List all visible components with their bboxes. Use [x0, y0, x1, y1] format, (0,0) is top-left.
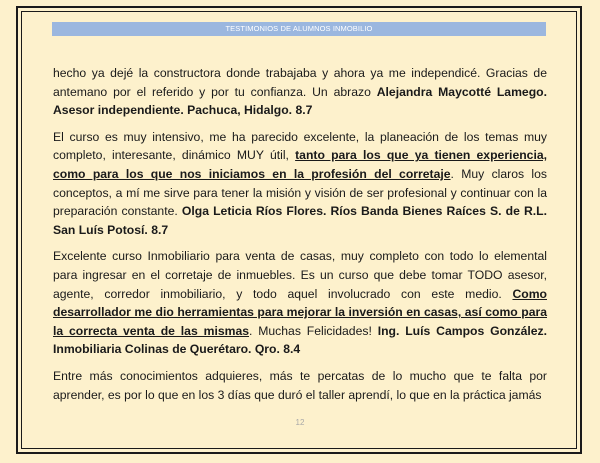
testimonial-highlight: tanto para los que ya tienen experiencia, como para los que nos iniciamos en la profesión del corretaje: [53, 148, 547, 181]
page-number: 12: [295, 418, 305, 427]
testimonial-paragraph: [53, 367, 547, 404]
testimonial-text: Excelente curso Inmobiliario para venta de casas, muy completo con todo lo elemental para ingresar en el corretaje de inmuebles. Es un curso que debe tomar TODO asesor, agente, corredor inmobiliario, y todo aquel involucrado con este medio.: [53, 249, 547, 301]
testimonial-text: . Muy claros los conceptos, a mí me sirve para tener la misión y visión de ser profesional y continuar con la preparación constante.: [53, 166, 547, 219]
testimonial-paragraph: [53, 247, 547, 359]
testimonials-body: [53, 64, 547, 412]
testimonial-author: Ing. Luís Campos González. Inmobiliaria Colinas de Querétaro. Qro. 8.4: [53, 323, 547, 357]
testimonial-author: Olga Leticia Ríos Flores. Ríos Banda Bienes Raíces S. de R.L. San Luís Potosí. 8.7: [53, 204, 548, 237]
page-header: TESTIMONIOS DE ALUMNOS INMOBILIO: [52, 22, 546, 36]
testimonial-text: hecho ya dejé la constructora donde trabajaba y ahora ya me independicé. Gracias de antemano por el referido y por tu confianza. Un abrazo: [53, 66, 547, 99]
testimonial-highlight: Como desarrollador me dio herramientas para mejorar la inversión en casas, así como para la correcta venta de las mismas: [53, 286, 547, 338]
testimonial-paragraph: [53, 64, 547, 120]
testimonial-text: . Muchas Felicidades!: [249, 323, 378, 338]
testimonial-text: El curso es muy intensivo, me ha parecido excelente, la planeación de los temas muy completo, interesante, dinámico MUY útil,: [53, 129, 547, 163]
testimonial-author: Alejandra Maycotté Lamego. Asesor independiente. Pachuca, Hidalgo. 8.7: [53, 84, 547, 118]
testimonial-text: Entre más conocimientos adquieres, más te percatas de lo mucho que te falta por aprender, es por lo que en los 3 días que duró el taller aprendí, lo que en la práctica jamás: [53, 368, 547, 402]
testimonial-paragraph: [53, 128, 547, 240]
